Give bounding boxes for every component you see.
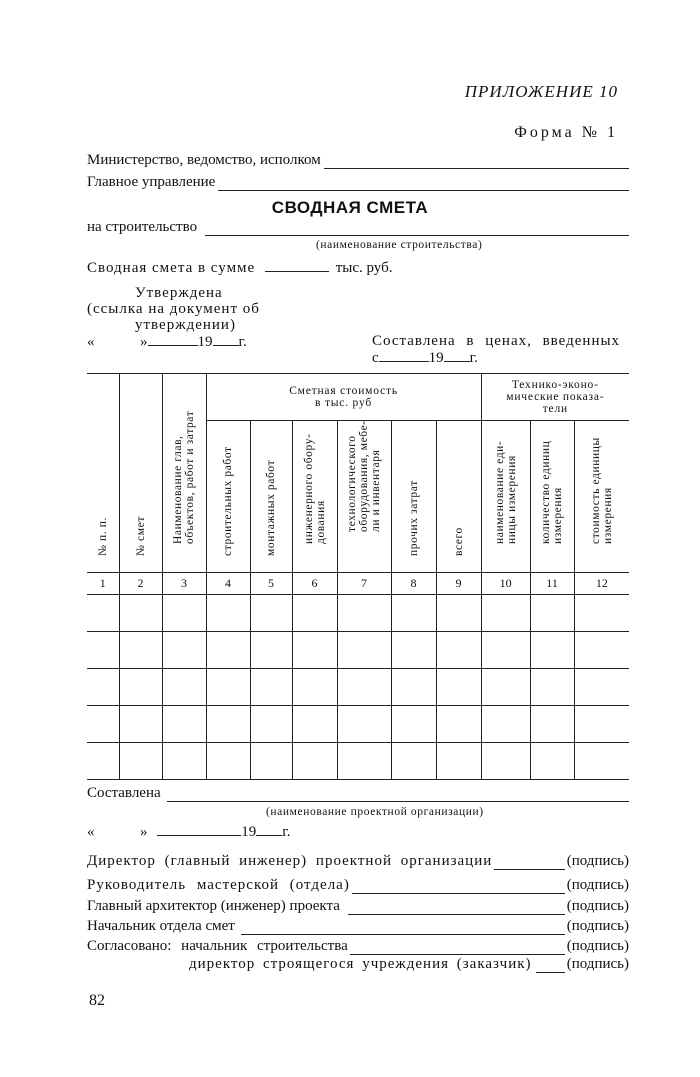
table-cell[interactable]: [436, 669, 481, 706]
table-cell[interactable]: [436, 632, 481, 669]
approval-year-line[interactable]: [213, 333, 239, 346]
col-header-7: [337, 421, 391, 573]
prices-year-line[interactable]: [444, 349, 470, 362]
col-10-line2: ницы измерения: [505, 454, 518, 544]
construction-label: на строительство: [87, 219, 198, 235]
table-cell[interactable]: [530, 669, 574, 706]
table-cell[interactable]: [391, 595, 436, 632]
col-num-3: 3: [162, 573, 206, 595]
group-tech-line1: Технико-эконо-: [511, 379, 599, 391]
sum-input-line[interactable]: [265, 259, 329, 272]
summary-estimate-table: [87, 373, 629, 780]
col-11-label: [540, 440, 564, 543]
col-11-line2: измерения: [552, 486, 565, 544]
table-cell[interactable]: [119, 706, 162, 743]
group-header-cost: [206, 374, 481, 421]
col-header-2: [119, 374, 162, 573]
col-3-label: [172, 411, 196, 544]
table-cell[interactable]: [206, 743, 250, 780]
table-row: [87, 706, 629, 743]
col-10-label: [494, 440, 518, 543]
main-directorate-input-line[interactable]: [218, 177, 629, 191]
ministry-field: [87, 152, 629, 169]
table-cell[interactable]: [337, 669, 391, 706]
prices-date: [372, 349, 478, 367]
signature-caption: (подпись): [566, 898, 629, 914]
prices-year-prefix: 19: [428, 350, 444, 366]
prices-year-suffix: г.: [469, 350, 478, 366]
signature-line[interactable]: [348, 902, 565, 915]
table-cell[interactable]: [250, 743, 292, 780]
col-4-label: строительных работ: [222, 445, 234, 556]
construction-field: [87, 219, 629, 236]
col-num-5: 5: [250, 573, 292, 595]
col-10-line1: наименование еди-: [493, 440, 506, 544]
table-cell[interactable]: [481, 669, 530, 706]
ministry-input-line[interactable]: [324, 155, 629, 169]
col-12-label: [590, 437, 614, 544]
table-cell[interactable]: [391, 632, 436, 669]
quote-close: »: [140, 334, 148, 350]
table-cell[interactable]: [391, 743, 436, 780]
compiled-day-month-line[interactable]: [157, 823, 241, 836]
table-cell[interactable]: [574, 669, 629, 706]
compiled-year-suffix: г.: [282, 824, 291, 840]
table-cell[interactable]: [481, 706, 530, 743]
col-num-9: 9: [436, 573, 481, 595]
group-cost-line2: в тыс. руб: [315, 397, 373, 409]
signature-line[interactable]: [536, 960, 565, 973]
compiled-quote-close: »: [140, 824, 148, 840]
col-num-10: 10: [481, 573, 530, 595]
main-directorate-field: [87, 174, 629, 191]
col-num-12: 12: [574, 573, 629, 595]
signature-row-chief-architect: [87, 898, 629, 915]
table-cell[interactable]: [337, 595, 391, 632]
col-header-6: [292, 421, 337, 573]
quote-open: «: [87, 334, 95, 350]
table-cell[interactable]: [162, 595, 206, 632]
signature-label: Директор (главный инженер) проектной организации: [87, 853, 493, 869]
col-header-11: [530, 421, 574, 573]
table-cell[interactable]: [87, 743, 119, 780]
table-cell[interactable]: [87, 706, 119, 743]
col-num-6: 6: [292, 573, 337, 595]
column-number-row: [87, 573, 629, 595]
table-cell[interactable]: [292, 595, 337, 632]
table-cell[interactable]: [574, 595, 629, 632]
table-cell[interactable]: [87, 669, 119, 706]
table-cell[interactable]: [292, 743, 337, 780]
approval-line3: утверждении): [135, 317, 236, 333]
signature-caption: (подпись): [566, 956, 629, 972]
signature-caption: (подпись): [566, 877, 629, 893]
table-row: [87, 743, 629, 780]
table-cell[interactable]: [574, 632, 629, 669]
table-cell[interactable]: [119, 669, 162, 706]
signature-line[interactable]: [494, 857, 564, 870]
table-cell[interactable]: [206, 595, 250, 632]
table-cell[interactable]: [436, 743, 481, 780]
signature-label: Согласовано: начальник строительства: [87, 938, 348, 954]
table-cell[interactable]: [530, 632, 574, 669]
prices-day-month-line[interactable]: [379, 349, 429, 362]
table-cell[interactable]: [574, 743, 629, 780]
table-cell[interactable]: [436, 595, 481, 632]
table-cell[interactable]: [481, 595, 530, 632]
document-title: СВОДНАЯ СМЕТА: [271, 198, 429, 217]
approval-line1: Утверждена: [135, 285, 223, 301]
col-num-7: 7: [337, 573, 391, 595]
table-cell[interactable]: [250, 595, 292, 632]
signature-row-estimates-head: [87, 918, 629, 935]
table-row: [87, 632, 629, 669]
table-cell[interactable]: [87, 632, 119, 669]
ministry-label: Министерство, ведомство, исполком: [87, 152, 321, 168]
table-cell[interactable]: [337, 743, 391, 780]
col-9-label: всего: [452, 526, 465, 556]
table-cell[interactable]: [119, 595, 162, 632]
prices-prefix: с: [372, 350, 379, 366]
signature-row-workshop-head: [87, 877, 629, 894]
signature-label: Руководитель мастерской (отдела): [87, 877, 350, 893]
compiled-field: [87, 785, 629, 802]
signature-caption: (подпись): [566, 938, 629, 954]
compiled-input-line[interactable]: [167, 788, 629, 802]
table-cell[interactable]: [481, 743, 530, 780]
col-3-line2: объектов, работ и затрат: [184, 410, 196, 544]
col-7-label: [346, 420, 382, 532]
signature-label: директор строящегося учреждения (заказчик): [189, 956, 532, 972]
col-num-2: 2: [119, 573, 162, 595]
col-header-12: [574, 421, 629, 573]
compiled-label: Составлена: [87, 785, 161, 801]
col-12-line2: измерения: [601, 486, 614, 544]
table-cell[interactable]: [391, 706, 436, 743]
col-6-label: [303, 433, 327, 544]
table-cell[interactable]: [337, 706, 391, 743]
group-cost-line1: Сметная стоимость: [289, 385, 398, 397]
col-num-4: 4: [206, 573, 250, 595]
signature-label: Главный архитектор (инженер) проекта: [87, 898, 340, 914]
col-12-line1: стоимость единицы: [589, 436, 602, 544]
signature-line[interactable]: [350, 942, 565, 955]
table-cell[interactable]: [250, 669, 292, 706]
compiled-year-line[interactable]: [256, 823, 282, 836]
col-6-line2: дования: [314, 499, 327, 544]
table-cell[interactable]: [206, 669, 250, 706]
approval-line2: (ссылка на документ об: [87, 301, 260, 317]
col-7-line2: оборудования, мебе-: [358, 419, 370, 532]
sum-field: [87, 259, 393, 277]
approval-date: [87, 333, 247, 351]
table-cell[interactable]: [391, 669, 436, 706]
table-cell[interactable]: [530, 743, 574, 780]
table-cell[interactable]: [337, 632, 391, 669]
col-num-1: 1: [87, 573, 119, 595]
table-cell[interactable]: [162, 669, 206, 706]
year-suffix: г.: [238, 334, 247, 350]
col-5-label: монтажных работ: [265, 459, 277, 556]
table-cell[interactable]: [530, 706, 574, 743]
construction-caption: (наименование строительства): [316, 239, 483, 251]
table-cell[interactable]: [292, 632, 337, 669]
col-1-label: № п. п.: [96, 517, 109, 556]
signature-caption: (подпись): [566, 853, 629, 869]
sum-unit: тыс. руб.: [335, 260, 393, 276]
col-header-10: [481, 421, 530, 573]
table-cell[interactable]: [292, 706, 337, 743]
signature-line[interactable]: [241, 922, 565, 935]
col-3-line1: Наименование глав,: [172, 435, 184, 544]
col-num-11: 11: [530, 573, 574, 595]
col-header-5: [250, 421, 292, 573]
signature-caption: (подпись): [566, 918, 629, 934]
signature-row-client-director: [189, 956, 629, 973]
col-6-line1: инженерного обору-: [302, 432, 315, 544]
main-directorate-label: Главное управление: [87, 174, 216, 190]
table-cell[interactable]: [119, 632, 162, 669]
approval-day-month-line[interactable]: [148, 333, 198, 346]
col-header-4: [206, 421, 250, 573]
col-7-line1: технологического: [346, 434, 358, 532]
page-number: 82: [89, 992, 105, 1009]
table-cell[interactable]: [250, 706, 292, 743]
signature-label: Начальник отдела смет: [87, 918, 235, 934]
year-prefix: 19: [197, 334, 213, 350]
group-header-tech: [481, 374, 629, 421]
signature-row-director: [87, 853, 629, 870]
compiled-year-prefix: 19: [241, 824, 257, 840]
sum-label: Сводная смета в сумме: [87, 260, 256, 276]
table-cell[interactable]: [87, 595, 119, 632]
compiled-caption: (наименование проектной организации): [266, 806, 484, 818]
group-tech-line2: мические показа-: [506, 391, 605, 403]
form-number: Форма № 1: [514, 124, 618, 141]
table-cell[interactable]: [530, 595, 574, 632]
table-row: [87, 669, 629, 706]
signature-row-construction-head: [87, 938, 629, 955]
construction-input-line[interactable]: [205, 222, 629, 236]
table-cell[interactable]: [574, 706, 629, 743]
appendix-heading: ПРИЛОЖЕНИЕ 10: [464, 82, 618, 101]
table-cell[interactable]: [250, 632, 292, 669]
group-tech-line3: тели: [542, 403, 568, 415]
compiled-quote-open: «: [87, 824, 95, 840]
col-8-label: прочих затрат: [407, 479, 420, 556]
col-num-8: 8: [391, 573, 436, 595]
table-cell[interactable]: [162, 743, 206, 780]
signature-line[interactable]: [352, 881, 565, 894]
col-header-8: [391, 421, 436, 573]
table-cell[interactable]: [292, 669, 337, 706]
table-cell[interactable]: [206, 706, 250, 743]
col-7-line3: ли и инвентаря: [370, 449, 382, 532]
compiled-date: [87, 823, 290, 841]
table-cell[interactable]: [206, 632, 250, 669]
table-cell[interactable]: [119, 743, 162, 780]
table-cell[interactable]: [162, 706, 206, 743]
col-header-1: [87, 374, 119, 573]
table-cell[interactable]: [436, 706, 481, 743]
table-row: [87, 595, 629, 632]
col-11-line1: количество единиц: [540, 440, 553, 544]
table-cell[interactable]: [481, 632, 530, 669]
table-cell[interactable]: [162, 632, 206, 669]
col-2-label: № смет: [134, 516, 147, 556]
prices-line1: Составлена в ценах, введенных: [372, 333, 621, 349]
col-header-3: [162, 374, 206, 573]
col-header-9: [436, 421, 481, 573]
